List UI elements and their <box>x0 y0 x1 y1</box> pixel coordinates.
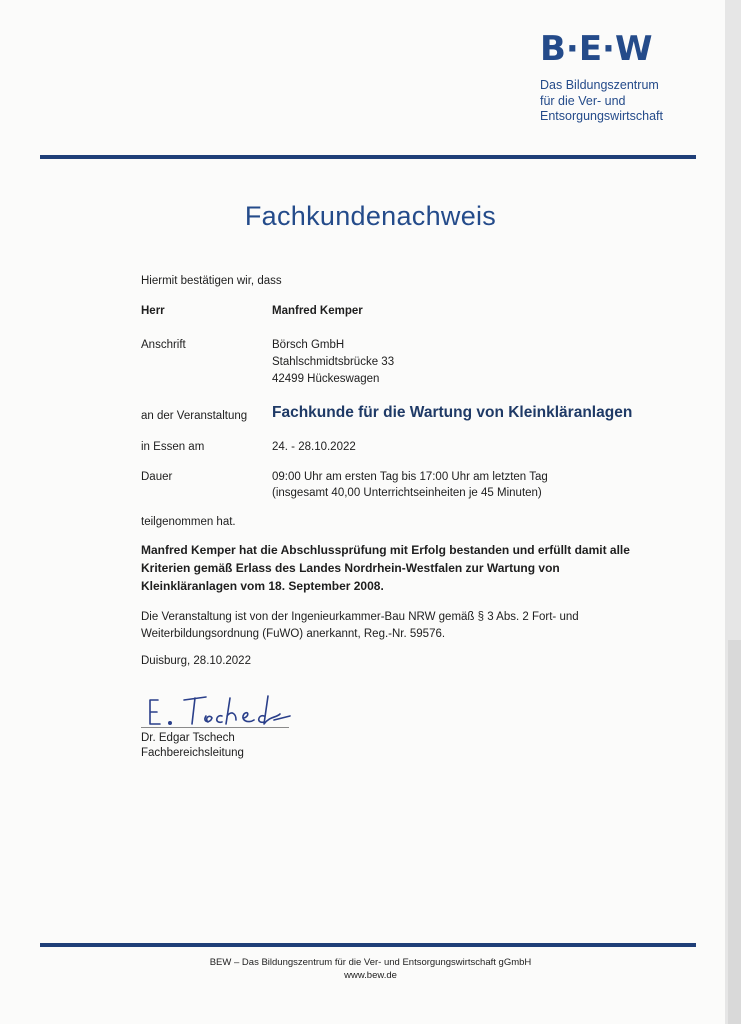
org-line: Entsorgungswirtschaft <box>540 109 663 123</box>
intro-text: Hiermit bestätigen wir, dass <box>141 275 282 287</box>
participant-name: Manfred Kemper <box>272 305 363 317</box>
signer-role: Fachbereichsleitung <box>141 747 244 759</box>
header-rule <box>40 155 696 159</box>
summary-line: Manfred Kemper hat die Abschlussprüfung mit Erfolg bestanden und erfüllt damit alle <box>141 543 630 557</box>
organization-name <box>540 78 720 125</box>
document-title: Fachkundenachweis <box>244 201 497 231</box>
place-label: in Essen am <box>141 441 205 453</box>
summary-line: Kleinkläranlagen vom 18. September 2008. <box>141 579 384 593</box>
address-line: 42499 Hückeswagen <box>272 373 380 385</box>
participated-text: teilgenommen hat. <box>141 516 236 528</box>
footer-rule <box>40 943 696 947</box>
date-range: 24. - 28.10.2022 <box>272 441 356 453</box>
duration-label: Dauer <box>141 471 173 483</box>
event-label: an der Veranstaltung <box>141 410 248 422</box>
recognition-line: Die Veranstaltung ist von der Ingenieurkammer-Bau NRW gemäß § 3 Abs. 2 Fort- und <box>141 611 579 623</box>
place-date: Duisburg, 28.10.2022 <box>141 655 251 667</box>
signature-line <box>141 727 289 728</box>
footer <box>0 956 741 982</box>
summary-line: Kriterien gemäß Erlass des Landes Nordrhein-Westfalen zur Wartung von <box>141 561 560 575</box>
signer-name: Dr. Edgar Tschech <box>141 732 235 744</box>
exam-summary <box>141 541 661 595</box>
signature <box>140 686 300 732</box>
salutation-label: Herr <box>141 305 165 317</box>
duration-line: (insgesamt 40,00 Unterrichtseinheiten je 45 Minuten) <box>272 487 542 499</box>
footer-website: www.bew.de <box>344 970 397 981</box>
recognition-line: Weiterbildungsordnung (FuWO) anerkannt, Reg.-Nr. 59576. <box>141 628 446 640</box>
bew-logo: B·E·W <box>540 29 653 69</box>
address-label: Anschrift <box>141 339 186 351</box>
duration-line: 09:00 Uhr am ersten Tag bis 17:00 Uhr am letzten Tag <box>272 471 548 483</box>
address-line: Börsch GmbH <box>272 339 345 351</box>
org-line: für die Ver- und <box>540 93 626 108</box>
org-line: Das Bildungszentrum <box>540 78 659 92</box>
footer-company: BEW – Das Bildungszentrum für die Ver- und Entsorgungswirtschaft gGmbH <box>209 957 532 968</box>
course-title: Fachkunde für die Wartung von Kleinkläranlagen <box>272 404 633 421</box>
address-line: Stahlschmidtsbrücke 33 <box>272 356 395 368</box>
